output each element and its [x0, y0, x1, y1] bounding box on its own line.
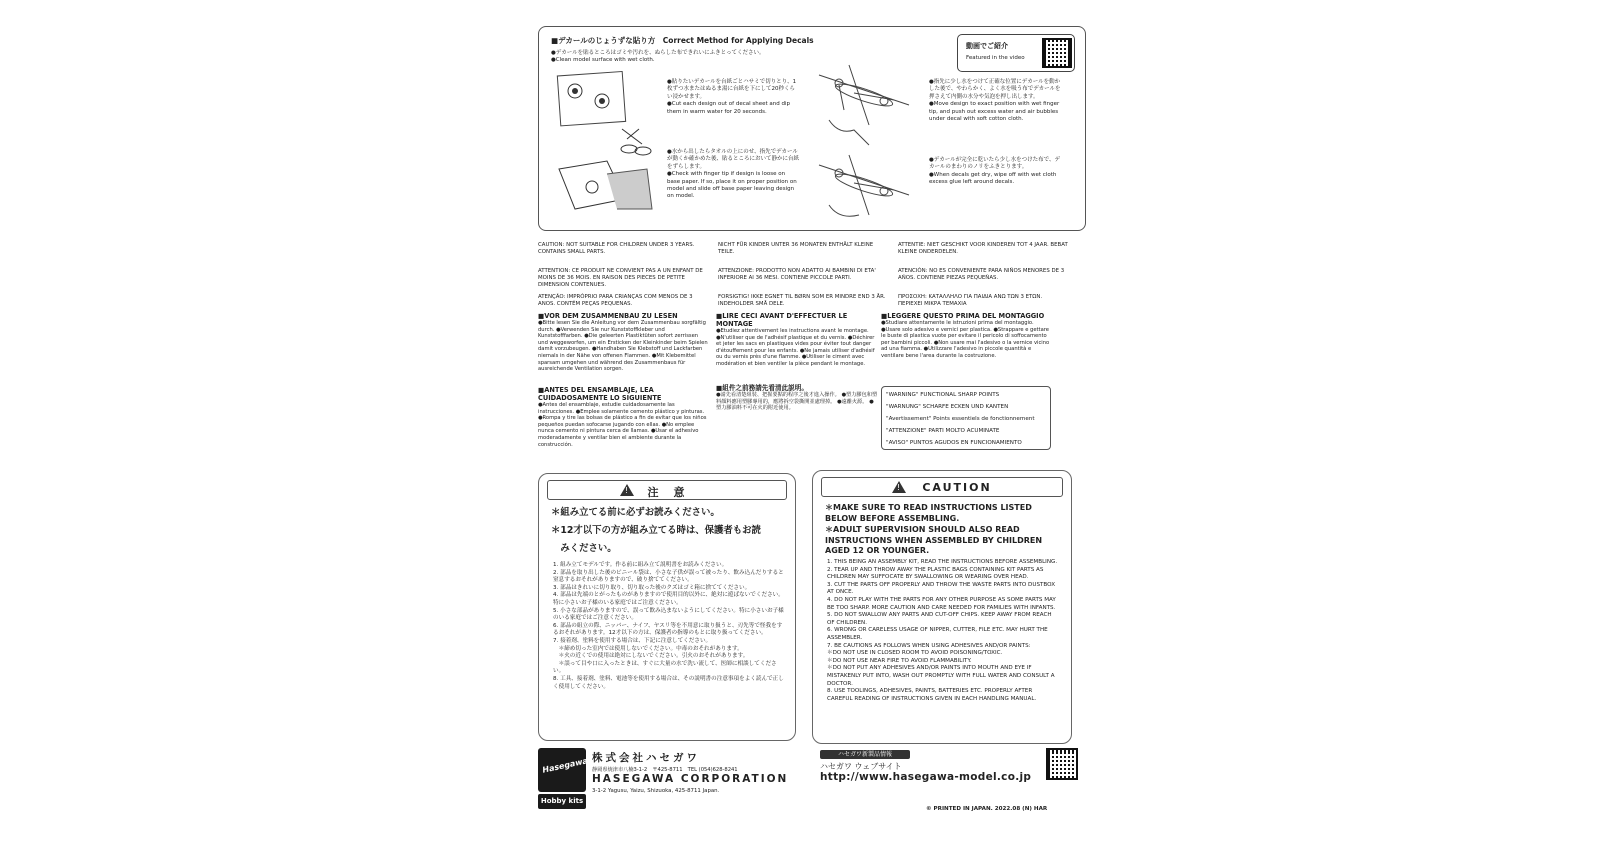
jp-item: 2. 部品を取り出した後のビニール袋は、小さな子供が誤って被ったり、飲み込んだりすると窒息するおそれがありますので、破り捨ててください。 [553, 569, 784, 584]
jp-item: ＊火の近くでの使用は絶対にしないでください。引火のおそれがあります。 [553, 653, 749, 660]
german-notes [538, 312, 708, 373]
jp-item: 7. 接着剤、塗料を使用する場合は、下記に注意してください。 [553, 637, 712, 644]
jp-item: 5. 小さな部品がありますので、誤って飲み込まないようにしてください。特に小さいお子様のいる家庭ではご注意ください。 [553, 607, 784, 622]
jp-item: 3. 部品はきれいに切り取り、切り取った後のクズはゴミ箱に捨ててください。 [553, 584, 751, 591]
spanish-notes [538, 386, 708, 448]
company-address-en: 3-1-2 Yagusu, Yaizu, Shizuoka, 425-8711 Japan. [592, 788, 720, 794]
website-url-link[interactable]: http://www.hasegawa-model.co.jp [820, 771, 1032, 783]
jp-under-12: ＊12才以下の方が組み立てる時は、保護者もお読 [551, 525, 761, 536]
new-products-badge: ハセガワ新製品情報 [820, 750, 910, 759]
warning-fr: "Avertissement" Points essentiels de fonctionnement [886, 416, 1035, 422]
spanish-body: ●Antes del ensamblaje, estudie cuidadosamente las instrucciones. ●Emplee solamente cemento plástico y pinturas. ●Rompa y tire las bolsas de plástico a fin de evitar que los niños pequeños puedan sofocarse jugando con ellas. ●No emplee nunca cemento ni pintura cerca de llamas. ●Usar el adhesivo moderadamente y ventilar bien el ambiente durante la construcción. [538, 402, 707, 448]
jp-item: 1. 組み立てモデルです。作る前に組み立て説明書をお読みください。 [553, 562, 728, 568]
en-adult-supervision: ＊ADULT SUPERVISION SHOULD ALSO READ INSTRUCTIONS WHEN ASSEMBLED BY CHILDREN AGED 12 OR YOUNGER. [825, 525, 1043, 555]
instruction-sheet [528, 20, 1096, 835]
chinese-body: ●請先看清楚組裝、把握要點的程序之後才進入操作。 ●塑力膠包和塑料顏料應用塑膠專用的，應將拆空袋撕開並處理掉。 ●遠離火源。 ●塑力膠油料不可在火的附近使用。 [716, 392, 878, 412]
en-item: ＊DO NOT USE NEAR FIRE TO AVOID FLAMMABILITY. [827, 657, 972, 664]
caution-en: CAUTION: NOT SUITABLE FOR CHILDREN UNDER 3 YEARS. CONTAINS SMALL PARTS. [538, 242, 695, 255]
jp-read-before: ＊組み立てる前に必ずお読みください。 [551, 507, 720, 518]
chinese-notes [716, 384, 878, 412]
hasegawa-logo [538, 748, 589, 792]
caution-it: ATTENZIONE: PRODOTTO NON ADATTO AI BAMBINI DI ETA' INFERIORE AI 36 MESI. CONTIENE PICCOLE PARTI. [718, 268, 876, 281]
caution-el: ΠΡΟΣΟΧΗ: ΚΑΤΑΛΛΗΛΟ ΓΙΑ ΠΑΙΔΙΑ ΑΝΩ ΤΩΝ 3 ΕΤΩΝ. ΠΕΡΙΕΧΕΙ ΜΙΚΡΑ ΤΕΜΑΧΙΑ [898, 294, 1043, 307]
japanese-caution-header [547, 480, 787, 500]
en-caution-list [827, 559, 1059, 703]
video-badge-subtitle: Featured in the video [966, 55, 1025, 61]
en-item: ＊DO NOT PUT ANY ADHESIVES AND/OR PAINTS INTO MOUTH AND EYE IF MISTAKENLY PUT INTO, WASH OUT PROMPTLY WITH FULL WATER AND CONSULT A DOCTOR. [827, 665, 1055, 687]
decal-intro-jp: ●デカールを貼るところはゴミや汚れを、ぬらした布できれいにふきとってください。 [551, 50, 765, 56]
decal-step-2 [667, 149, 799, 201]
jp-item: 6. 部品の組立の際、ニッパー、ナイフ、ヤスリ等を不用意に取り扱うと、刃先等で怪我をするおそれがあります。12才以下の方は、保護者の指導のもとに取り扱ってください。 [553, 622, 783, 637]
english-caution-header [821, 477, 1063, 497]
video-badge-title: 動画でご紹介 [966, 42, 1008, 50]
decal-step-1-en: ●Cut each design out of decal sheet and dip them in warm water for 20 seconds. [667, 101, 791, 115]
decal-step-1-jp: ●貼りたいデカールを台紙ごとハサミで切りとり、1枚ずつ水またはぬるま湯に台紙を下にして20秒くらい浸かせます。 [667, 79, 797, 100]
french-body: ●Etudiez attentivement les instructions avant le montage. ●N'utiliser que de l'adhésif plastique et du vernis. ●Déchirer et jeter les sacs en plastiques vides pour éviter tout danger d'étouffement pour les enfants. ●Ne jamais utiliser d'adhésif ou du vernis près d'une flamme. ●Utiliser le ciment avec modération et bien ventiler la pièce pendant le montage. [716, 328, 875, 367]
warning-en: "WARNING" FUNCTIONAL SHARP POINTS [886, 392, 1000, 398]
caution-es: ATENCIÓN: NO ES CONVENIENTE PARA NIÑOS MENORES DE 3 AÑOS. CONTIENE PIEZAS PEQUEÑAS. [898, 268, 1065, 281]
company-name-en: HASEGAWA CORPORATION [592, 773, 789, 785]
sharp-points-warning [881, 386, 1051, 450]
website-footer [818, 748, 1088, 828]
english-caution-title: CAUTION [922, 481, 992, 494]
en-item: 1. THIS BEING AN ASSEMBLY KIT, READ THE INSTRUCTIONS BEFORE ASSEMBLING. [827, 559, 1058, 565]
caution-da: FORSIGTIG! IKKE EGNET TIL BØRN SOM ER MINDRE END 3 ÅR. INDEHOLDER SMÅ DELE. [718, 294, 886, 307]
en-item: 5. DO NOT SWALLOW ANY PARTS AND CUT-OFF CHIPS. KEEP AWAY FROM REACH OF CHILDREN. [827, 612, 1052, 626]
jp-caution-list [553, 562, 785, 691]
decal-step-1 [667, 79, 799, 116]
jp-item: 4. 部品は先端のとがったものがありますので使用目的以外に、絶対に遊ばないでください。特に小さいお子様のいる家庭ではご注意ください。 [553, 592, 784, 606]
video-qr-code-icon[interactable] [1042, 38, 1072, 68]
decal-step-4 [929, 157, 1061, 187]
warning-it: "ATTENZIONE" PARTI MOLTO ACUMINATE [886, 428, 1000, 434]
jp-under-12-cont: みください。 [551, 543, 617, 554]
decal-method-panel [538, 26, 1086, 231]
en-item: 6. WRONG OR CARELESS USAGE OF NIPPER, CUTTER, FILE ETC. MAY HURT THE ASSEMBLER. [827, 627, 1048, 641]
english-caution-box [812, 470, 1072, 744]
german-heading: ■VOR DEM ZUSAMMENBAU ZU LESEN [538, 312, 678, 320]
caution-de: NICHT FÜR KINDER UNTER 36 MONATEN ENTHÄLT KLEINE TEILE. [718, 242, 874, 255]
en-read-before: ＊MAKE SURE TO READ INSTRUCTIONS LISTED BELOW BEFORE ASSEMBLING. [825, 503, 1032, 523]
decal-step-3 [929, 79, 1061, 123]
french-heading: ■LIRE CECI AVANT D'EFFECTUER LE MONTAGE [716, 312, 848, 328]
italian-heading: ■LEGGERE QUESTO PRIMA DEL MONTAGGIO [881, 312, 1045, 320]
website-label: ハセガワ ウェブサイト [820, 762, 902, 771]
company-address-jp: 静岡県焼津市八楠3-1-2 〒425-8711 TEL (054)628-8241 [592, 767, 738, 773]
decal-illustration-left [547, 69, 657, 219]
hobby-kits-label: Hobby kits [538, 794, 586, 809]
company-footer [538, 748, 798, 823]
chinese-heading: ■組件之前務請先看清此説明。 [716, 384, 808, 392]
french-notes [716, 312, 878, 368]
decal-step-2-jp: ●水から出したらタオルの上にのせ、指先でデカールが動くか確かめた後、貼るところにおいて静かに台紙をずらします。 [667, 149, 800, 170]
japanese-caution-title: 注 意 [647, 486, 687, 499]
decal-title: ■デカールのじょうずな貼り方 Correct Method for Applying Decals [551, 36, 814, 45]
spanish-heading: ■ANTES DEL ENSAMBLAJE, LEA CUIDADOSAMENTE LO SIGUIENTE [538, 386, 662, 402]
decal-step-4-en: ●When decals get dry, wipe off with wet cloth excess glue left around decals. [929, 171, 1057, 186]
warning-es: "AVISO" PUNTOS AGUDOS EN FUNCIONAMIENTO [886, 440, 1022, 446]
jp-item: 8. 工具、接着剤、塗料、電池等を使用する場合は、その説明書の注意事項をよく読んで正しく使用してください。 [553, 675, 784, 690]
italian-notes [881, 312, 1053, 360]
caution-pt: ATENÇÃO: IMPRÓPRIO PARA CRIANÇAS COM MENOS DE 3 ANOS. CONTÉM PEÇAS PEQUENAS. [538, 294, 693, 307]
decal-step-4-jp: ●デカールが完全に乾いたら少し水をつけた布で、デカールのまわりのノリをふきとります。 [929, 157, 1060, 171]
en-item: 8. USE TOOLINGS, ADHESIVES, PAINTS, BATTERIES ETC. PROPERLY AFTER CAREFUL READING OF INSTRUCTIONS GIVEN IN EACH HANDLING MANUAL. [827, 688, 1037, 702]
jp-item: ＊締め切った室内では使用しないでください。中毒のおそれがあります。 [553, 645, 743, 652]
video-badge[interactable] [957, 34, 1075, 72]
italian-body: ●Studiare attentamente le istruzioni prima del montaggio. ●Usare solo adesivo e vernici per plastica. ●Strappare e gettare le buste di plastica vuote per evitare il pericolo di soffocamento per bambini piccoli. ●Non usare mai l'adesivo o la vernice vicino ad una fiamma. ●Utilizzare l'adesivo in piccole quantità e ventilare bene l'area durante la costruzione. [881, 320, 1050, 359]
en-item: 2. TEAR UP AND THROW AWAY THE PLASTIC BAGS CONTAINING KIT PARTS AS CHILDREN MAY SUFFOCATE BY SWALLOWING OR WEARING OVER HEAD. [827, 566, 1044, 581]
caution-nl: ATTENTIE: NIET GESCHIKT VOOR KINDEREN TOT 4 JAAR. BEBAT KLEINE ONDERDELEN. [898, 242, 1068, 255]
decal-intro-en: ●Clean model surface with wet cloth. [551, 57, 655, 63]
aircraft-illustration [809, 55, 919, 227]
company-name-jp: 株式会社ハセガワ [592, 752, 700, 764]
decal-step-2-en: ●Check with finger tip if design is loose on base paper. If so, place it on proper position on model and slide off base paper leaving design on model. [667, 171, 797, 200]
hasegawa-logo-text: Hasegawa [541, 756, 589, 775]
en-item: ＊DO NOT USE IN CLOSED ROOM TO AVOID POISONING/TOXIC. [827, 650, 1003, 657]
warning-de: "WARNUNG" SCHARFE ECKEN UND KANTEN [886, 404, 1009, 410]
en-item: 3. CUT THE PARTS OFF PROPERLY AND THROW THE WASTE PARTS INTO DUSTBOX AT ONCE. [827, 581, 1056, 596]
japanese-caution-box [538, 473, 796, 741]
german-body: ●Bitte lesen Sie die Anleitung vor dem Zusammenbau sorgfältig durch. ●Verwenden Sie nur Kunststoffkleber und Kunststofffarben. ●Die geleerten Plastiktüten sofort zerrissen und weggeworfen, um ein Ersticken der Kleinkinder beim Spielen damit vorzubeugen. ●Handhaben Sie Klebstoff und Lackfarben niemals in der Nähe von offenen Flammen. ●Mit Klebemittel sparsam umgehen und während des Zusammenbaus für ausreichende Ventilation sorgen. [538, 320, 708, 373]
caution-fr: ATTENTION: CE PRODUIT NE CONVIENT PAS A UN ENFANT DE MOINS DE 36 MOIS. EN RAISON DES PIECES DE PETITE DIMENSION CONTENUES. [538, 268, 703, 288]
decal-step-3-jp: ●指先に少し水をつけて正確な位置にデカールを動かした後で、やわらかく、よく水を吸う布でデカールを押さえて内側の水分や気泡を押し出します。 [929, 79, 1061, 100]
jp-item: ＊誤って目や口に入ったときは、すぐに大量の水で洗い流して、医師に相談してください。 [553, 660, 777, 675]
printed-in-japan: © PRINTED IN JAPAN. 2022.08 (N) HAR [926, 806, 1048, 812]
decal-step-3-en: ●Move design to exact position with wet finger tip, and push out excess water and air bubbles under decal with soft cotton cloth. [929, 101, 1060, 123]
decal-intro [551, 50, 851, 64]
en-item: 4. DO NOT PLAY WITH THE PARTS FOR ANY OTHER PURPOSE AS SOME PARTS MAY BE TOO SHARP. MORE CAUTION AND CARE NEEDED FOR FAMILIES WITH INFANTS. [827, 596, 1056, 611]
en-item: 7. BE CAUTIONS AS FOLLOWS WHEN USING ADHESIVES AND/OR PAINTS: [827, 642, 1031, 649]
website-qr-code-icon[interactable] [1046, 748, 1078, 780]
